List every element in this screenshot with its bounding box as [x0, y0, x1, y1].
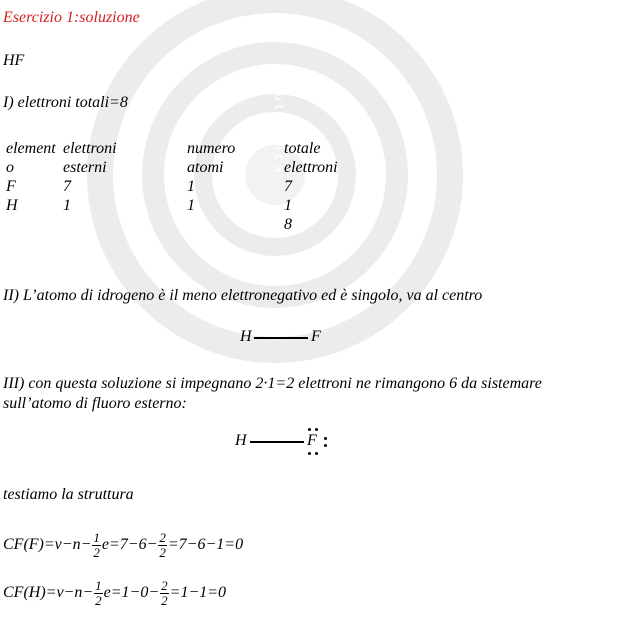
table-header-row: [6, 139, 338, 177]
table-row: [6, 215, 338, 234]
table-cell: [63, 215, 187, 234]
table-cell: 1: [187, 178, 195, 195]
equation-cf-f: CF(F)=v−n− $\frac{1}{2}$ e=7−6− $\frac{2}{2}$ =7−6−1=0: [3, 529, 244, 560]
formula: HF: [3, 52, 25, 69]
atom-h: H: [235, 432, 247, 449]
table-cell: 7: [63, 178, 71, 195]
watermark-text: edutecnica: [272, 70, 286, 177]
page-title: Esercizio 1:soluzione: [3, 9, 140, 26]
fraction: $\frac{1}{2}$: [95, 577, 102, 608]
step-2: II) L’atomo di idrogeno è il meno elettronegativo ed è singolo, va al centro: [3, 287, 483, 304]
table-cell: 1: [284, 197, 292, 214]
electron-table: [6, 139, 338, 234]
table-row: [6, 196, 338, 215]
table-cell: 1: [187, 197, 195, 214]
table-cell: [6, 215, 63, 234]
table-cell: [187, 215, 284, 234]
fraction: $\frac{2}{2}$: [161, 577, 168, 608]
step-1: I) elettroni totali=8: [3, 94, 128, 111]
header-external-electrons: elettroni esterni: [63, 140, 117, 176]
atom-f: F: [311, 328, 321, 345]
lone-pair-dot: [315, 452, 318, 455]
lone-pair-dot: [324, 444, 327, 447]
atom-f: F: [307, 432, 317, 449]
header-total-electrons: totale elettroni: [284, 140, 338, 176]
lone-pair-dot: [308, 452, 311, 455]
step-3-line-2: sull’atomo di fluoro esterno:: [3, 395, 187, 412]
single-bond: [254, 337, 308, 339]
table-cell: 1: [63, 197, 71, 214]
lone-pair-dot: [308, 428, 311, 431]
table-cell: 8: [284, 216, 292, 233]
lone-pair-dot: [324, 437, 327, 440]
lone-pair-dot: [315, 428, 318, 431]
single-bond: [250, 441, 304, 443]
table-cell: H: [6, 197, 18, 214]
fraction: $\frac{2}{2}$: [159, 529, 166, 560]
atom-h: H: [240, 328, 252, 345]
test-heading: testiamo la struttura: [3, 486, 134, 503]
header-element: element o: [6, 140, 56, 176]
header-atom-count: numero atomi: [187, 140, 236, 176]
equation-cf-h: CF(H)=v−n− $\frac{1}{2}$ e=1−0− $\frac{2}{2}$ =1−1=0: [3, 577, 227, 608]
step-3-line-1: III) con questa soluzione si impegnano 2·1=2 elettroni ne rimangono 6 da sistemare: [3, 375, 542, 392]
table-row: [6, 177, 338, 196]
fraction: $\frac{1}{2}$: [93, 529, 100, 560]
table-cell: 7: [284, 178, 292, 195]
table-cell: F: [6, 178, 16, 195]
